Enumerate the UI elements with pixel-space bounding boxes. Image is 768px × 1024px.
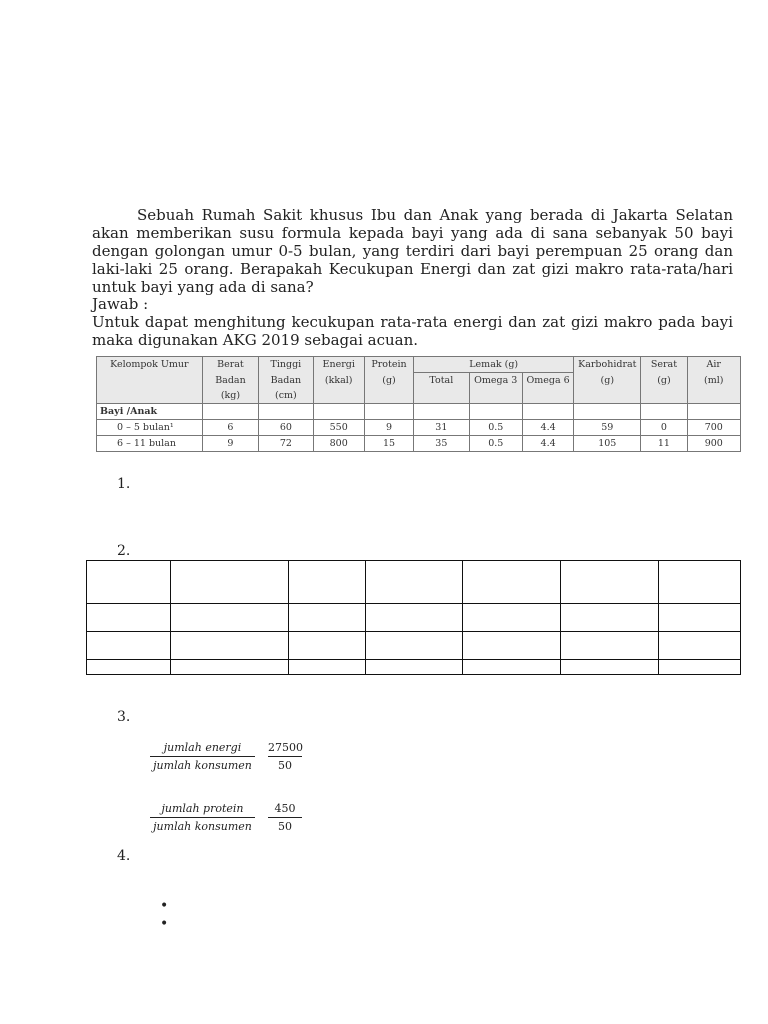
th-protein-1: Protein	[364, 357, 413, 373]
th-karbo-1: Karbohidrat	[574, 357, 641, 373]
th-omega6: Omega 6	[522, 373, 573, 389]
cell-umur: 0 – 5 bulan¹	[97, 420, 203, 436]
item-number-2: 2.	[117, 543, 131, 559]
cell-omega6: 4.4	[522, 420, 573, 436]
cell-omega6: 4.4	[522, 436, 573, 452]
th-energi-2: (kkal)	[313, 373, 364, 389]
cell-total: 35	[414, 436, 469, 452]
item-number-3: 3.	[117, 709, 131, 725]
th-lemak: Lemak (g)	[414, 357, 574, 373]
th-serat-2: (g)	[641, 373, 687, 389]
answer-intro: Untuk dapat menghitung kecukupan rata-rata energi dan zat gizi makro pada bayi maka digunakan AKG 2019 sebagai acuan.	[92, 313, 733, 349]
cell-air: 700	[687, 420, 740, 436]
cell-omega3: 0.5	[469, 420, 522, 436]
cell-tinggi: 60	[259, 420, 313, 436]
answer-label: Jawab :	[92, 295, 149, 313]
group-label: Bayi /Anak	[97, 404, 203, 420]
fraction-protein-value: 450	[268, 802, 302, 818]
cell-energi: 800	[313, 436, 364, 452]
table-row	[97, 420, 741, 436]
cell-protein: 15	[364, 436, 413, 452]
th-tinggi-2: Badan	[259, 373, 313, 389]
cell-karbo: 59	[574, 420, 641, 436]
cell-umur: 6 – 11 bulan	[97, 436, 203, 452]
th-serat-1: Serat	[641, 357, 687, 373]
cell-serat: 0	[641, 420, 687, 436]
th-omega3: Omega 3	[469, 373, 522, 389]
fraction-protein-denominator: jumlah konsumen	[153, 820, 252, 833]
akg-table	[96, 356, 741, 452]
cell-tinggi: 72	[259, 436, 313, 452]
fraction-energy	[150, 741, 302, 772]
th-total: Total	[414, 373, 469, 389]
cell-energi: 550	[313, 420, 364, 436]
th-karbo-2: (g)	[574, 373, 641, 389]
cell-omega3: 0.5	[469, 436, 522, 452]
th-berat-2: Badan	[202, 373, 258, 389]
table-row	[97, 436, 741, 452]
th-tinggi-1: Tinggi	[259, 357, 313, 373]
cell-berat: 6	[202, 420, 258, 436]
th-protein-2: (g)	[364, 373, 413, 389]
cell-serat: 11	[641, 436, 687, 452]
cell-air: 900	[687, 436, 740, 452]
fraction-protein-den-value: 50	[278, 820, 292, 833]
item-number-1: 1.	[117, 476, 131, 492]
fraction-energy-den-value: 50	[278, 759, 292, 772]
fraction-energy-value: 27500	[268, 741, 302, 757]
bullet-point: •	[160, 916, 169, 932]
cell-protein: 9	[364, 420, 413, 436]
th-kelompok-blank	[97, 373, 203, 389]
fraction-energy-numerator: jumlah energi	[150, 741, 255, 757]
item-number-4: 4.	[117, 848, 131, 864]
th-berat-3: (kg)	[202, 388, 258, 404]
th-tinggi-3: (cm)	[259, 388, 313, 404]
cell-berat: 9	[202, 436, 258, 452]
th-berat-1: Berat	[202, 357, 258, 373]
cell-karbo: 105	[574, 436, 641, 452]
th-air-2: (ml)	[687, 373, 740, 389]
fraction-protein	[150, 802, 302, 833]
blank-answer-table	[86, 560, 741, 675]
cell-total: 31	[414, 420, 469, 436]
bullet-point: •	[160, 898, 169, 914]
th-air-1: Air	[687, 357, 740, 373]
th-kelompok: Kelompok Umur	[97, 357, 203, 373]
th-energi-1: Energi	[313, 357, 364, 373]
fraction-energy-denominator: jumlah konsumen	[153, 759, 252, 772]
fraction-protein-numerator: jumlah protein	[150, 802, 255, 818]
question-paragraph: Sebuah Rumah Sakit khusus Ibu dan Anak yang berada di Jakarta Selatan akan memberikan susu formula kepada bayi yang ada di sana sebanyak 50 bayi dengan golongan umur 0-5 bulan, yang terdiri dari bayi perempuan 25 orang dan laki-laki 25 orang. Berapakah Kecukupan Energi dan zat gizi makro rata-rata/hari untuk bayi yang ada di sana?	[92, 206, 733, 296]
